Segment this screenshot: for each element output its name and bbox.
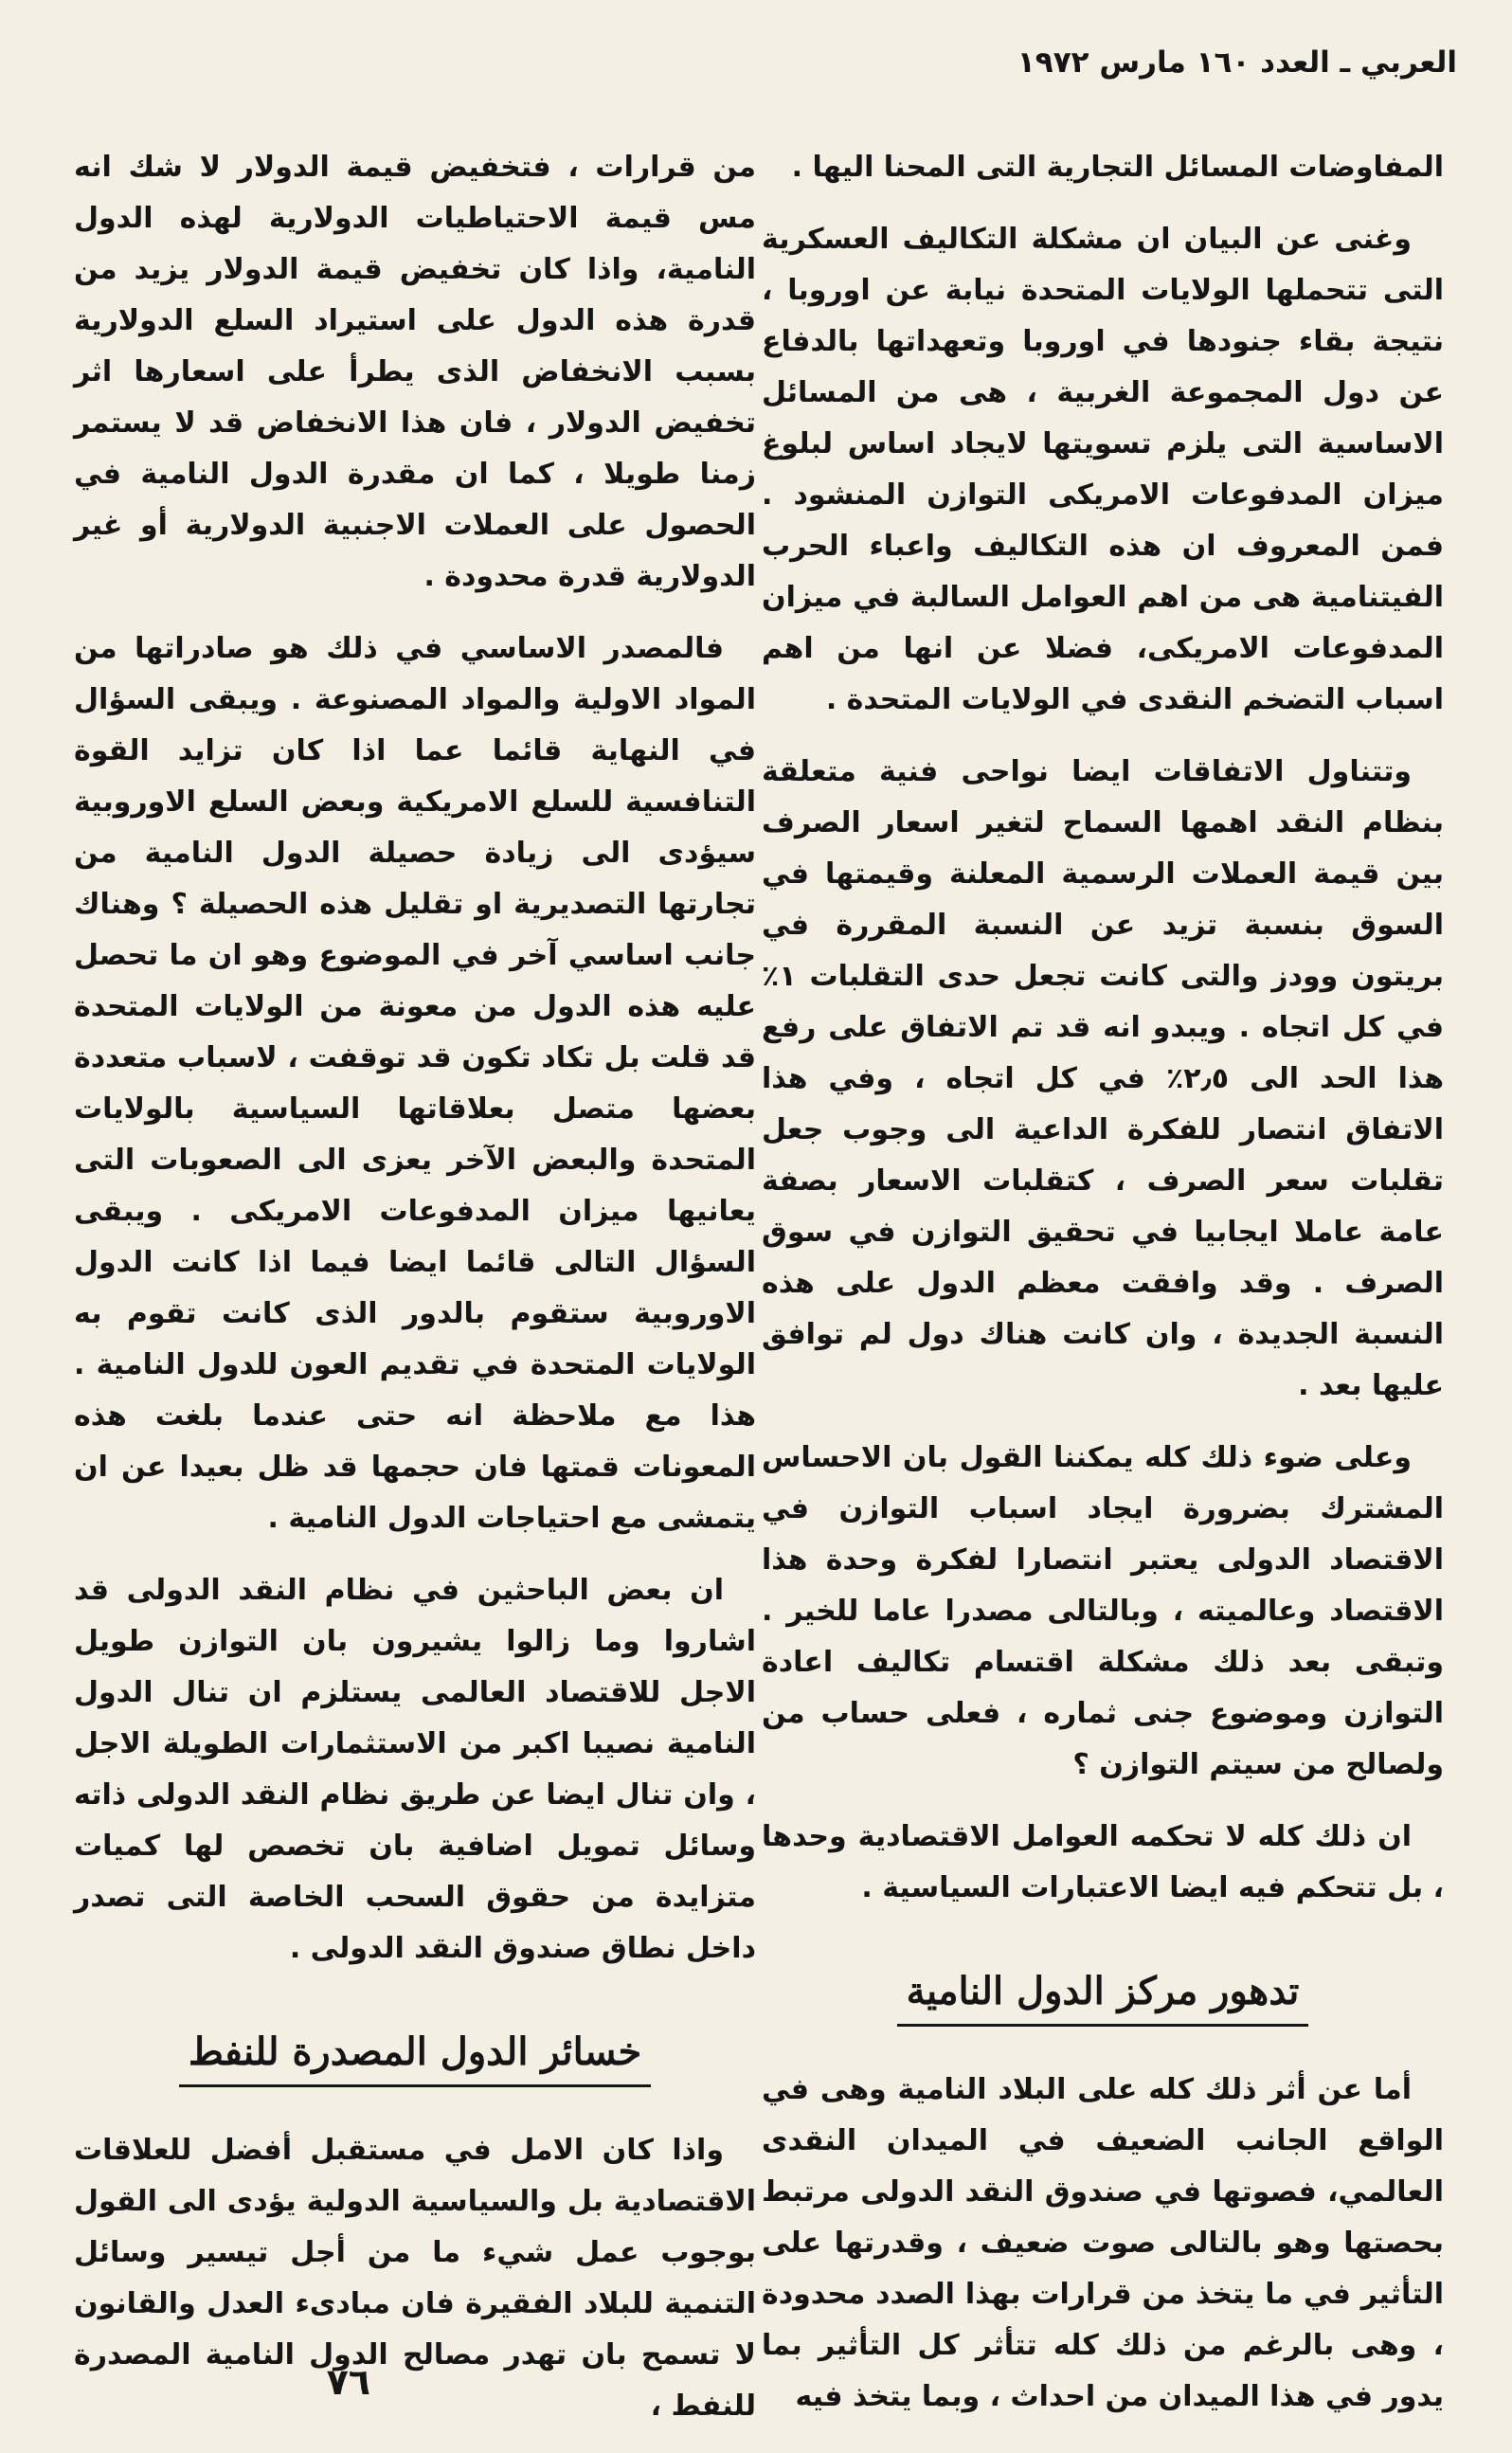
section-heading-oil-exporters bbox=[74, 2026, 756, 2087]
right-paragraph-1: المفاوضات المسائل التجارية التى المحنا اليها . bbox=[791, 151, 1444, 184]
left-paragraph-2: ان بعض الباحثين في نظام النقد الدولى قد اشاروا وما زالوا يشيرون بان التوازن طويل الاجل للاقتصاد العالمى يستلزم ان تنال الدول النامية نصيبا اكبر من الاستثمارات الطويلة الاجل ، وان تنال ايضا عن طريق نظام النقد الدولى ذاته وسائل تمويل اضافية بان تخصص لها كميات متزايدة من حقوق السحب الخاصة التى تصدر داخل نطاق صندوق النقد الدولى . bbox=[74, 1574, 756, 1965]
section-heading-developing-countries-text: تدهور مركز الدول النامية bbox=[897, 1965, 1309, 2027]
right-paragraph-6: أما عن أثر ذلك كله على البلاد النامية وهى في الواقع الجانب الضعيف في الميدان النقدى العالمي، فصوتها في صندوق النقد الدولى مرتبط بحصتها وهو بالتالى صوت ضعيف ، وقدرتها على التأثير في ما يتخذ من قرارات بهذا الصدد محدودة ، وهى بالرغم من ذلك كله تتأثر كل التأثير بما يدور في هذا الميدان من احداث ، وبما يتخذ فيه bbox=[762, 2073, 1444, 2413]
left-column bbox=[74, 142, 756, 2453]
left-paragraph-3: واذا كان الامل في مستقبل أفضل للعلاقات الاقتصادية بل والسياسية الدولية يؤدى الى القول بوجوب عمل شيء ما من أجل تيسير وسائل التنمية للبلاد الفقيرة فان مبادىء العدل والقانون لا تسمح بان تهدر مصالح الدول النامية المصدرة للنفط ، bbox=[74, 2134, 756, 2423]
right-paragraph-3: وتتناول الاتفاقات ايضا نواحى فنية متعلقة بنظام النقد اهمها السماح لتغير اسعار الصرف بين قيمة العملات الرسمية المعلنة وقيمتها في السوق بنسبة تزيد عن النسبة المقررة في بريتون وودز والتى كانت تجعل حدى التقلبات ١٪ في كل اتجاه . ويبدو انه قد تم الاتفاق على رفع هذا الحد الى ٢٫٥٪ في كل اتجاه ، وفي هذا الاتفاق انتصار للفكرة الداعية الى وجوب جعل تقلبات سعر الصرف ، كتقلبات الاسعار بصفة عامة عاملا ايجابيا في تحقيق التوازن في سوق الصرف . وقد وافقت معظم الدول على هذه النسبة الجديدة ، وان كانت هناك دول لم توافق عليها بعد . bbox=[762, 755, 1444, 1402]
section-heading-developing-countries bbox=[762, 1965, 1444, 2027]
right-paragraph-2: وغنى عن البيان ان مشكلة التكاليف العسكرية التى تتحملها الولايات المتحدة نيابة عن اوروبا ، نتيجة بقاء جنودها في اوروبا وتعهداتها بالدفاع عن دول المجموعة الغربية ، هى من المسائل الاساسية التى يلزم تسويتها لايجاد اساس لبلوغ ميزان المدفوعات الامريكى التوازن المنشود . فمن المعروف ان هذه التكاليف واعباء الحرب الفيتنامية هى من اهم العوامل السالبة في ميزان المدفوعات الامريكى، فضلا عن انها من اهم اسباب التضخم النقدى في الولايات المتحدة . bbox=[762, 223, 1444, 716]
page-number: ٧٦ bbox=[326, 2361, 370, 2403]
running-header: العربي ـ العدد ١٦٠ مارس ١٩٧٢ bbox=[1017, 45, 1457, 80]
right-paragraph-4: وعلى ضوء ذلك كله يمكننا القول بان الاحساس المشترك بضرورة ايجاد اسباب التوازن في الاقتصاد الدولى يعتبر انتصارا لفكرة وحدة هذا الاقتصاد وعالميته ، وبالتالى مصدرا عاما للخير . وتبقى بعد ذلك مشكلة اقتسام تكاليف اعادة التوازن وموضوع جنى ثماره ، فعلى حساب من ولصالح من سيتم التوازن ؟ bbox=[762, 1441, 1444, 1781]
right-column bbox=[762, 142, 1444, 2444]
left-paragraph-1: فالمصدر الاساسي في ذلك هو صادراتها من المواد الاولية والمواد المصنوعة . ويبقى السؤال في النهاية قائما عما اذا كان تزايد القوة التنافسية للسلع الامريكية وبعض السلع الاوروبية سيؤدى الى زيادة حصيلة الدول النامية من تجارتها التصديرية او تقليل هذه الحصيلة ؟ وهناك جانب اساسي آخر في الموضوع وهو ان ما تحصل عليه هذه الدول من معونة من الولايات المتحدة قد قلت بل تكاد تكون قد توقفت ، لاسباب متعددة بعضها متصل بعلاقاتها السياسية بالولايات المتحدة والبعض الآخر يعزى الى الصعوبات التى يعانيها ميزان المدفوعات الامريكى . ويبقى السؤال التالى قائما ايضا فيما اذا كانت الدول الاوروبية ستقوم بالدور الذى كانت تقوم به الولايات المتحدة في تقديم العون للدول النامية . هذا مع ملاحظة انه حتى عندما بلغت هذه المعونات قمتها فان حجمها قد ظل بعيدا عن ان يتمشى مع احتياجات الدول النامية . bbox=[74, 632, 756, 1535]
section-heading-oil-exporters-text: خسائر الدول المصدرة للنفط bbox=[179, 2026, 651, 2087]
left-continuation-paragraph: من قرارات ، فتخفيض قيمة الدولار لا شك انه مس قيمة الاحتياطيات الدولارية لهذه الدول النامية، واذا كان تخفيض قيمة الدولار يزيد من قدرة هذه الدول على استيراد السلع الدولارية بسبب الانخفاض الذى يطرأ على اسعارها اثر تخفيض الدولار ، فان هذا الانخفاض قد لا يستمر زمنا طويلا ، كما ان مقدرة الدول النامية في الحصول على العملات الاجنبية الدولارية أو غير الدولارية قدرة محدودة . bbox=[74, 151, 756, 593]
right-paragraph-5: ان ذلك كله لا تحكمه العوامل الاقتصادية وحدها ، بل تتحكم فيه ايضا الاعتبارات السياسية . bbox=[762, 1820, 1444, 1904]
